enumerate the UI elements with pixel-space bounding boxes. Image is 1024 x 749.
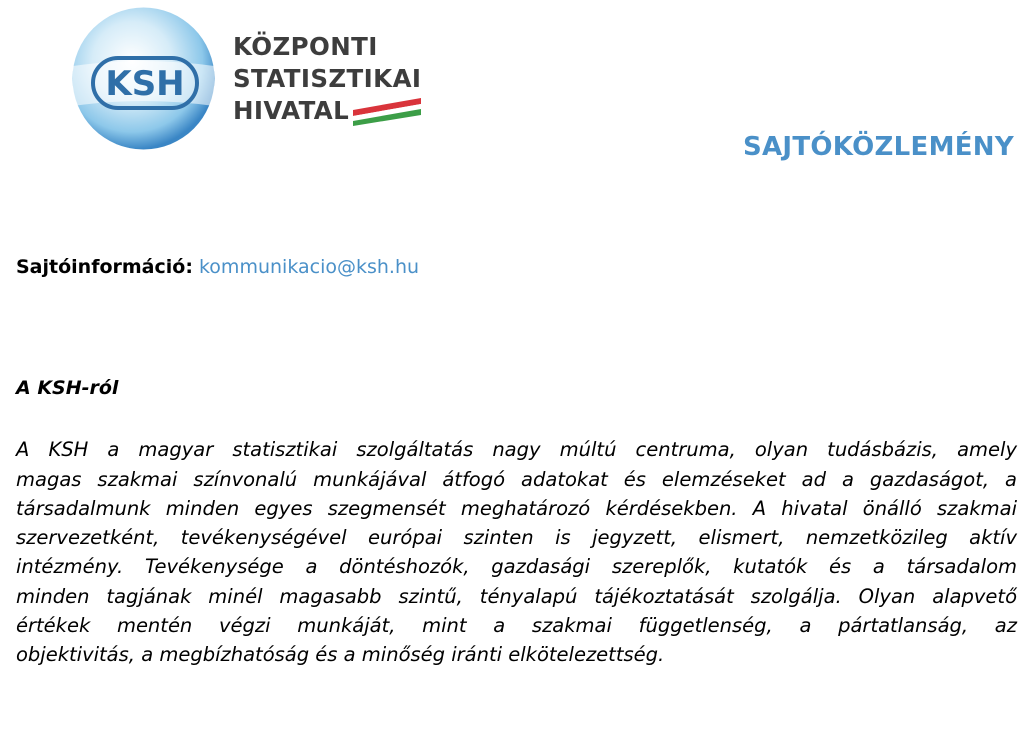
logo-wordmark-line-1: KÖZPONTI [233, 32, 378, 61]
about-paragraph-line: szervezetként, tevékenységével európai szinten is jegyzett, elismert, nemzetközileg aktív [16, 526, 1017, 549]
about-paragraph-line: A KSH a magyar statisztikai szolgáltatás nagy múltú centruma, olyan tudásbázis, amely [16, 438, 1017, 461]
press-contact-label: Sajtóinformáció: [16, 256, 193, 278]
flag-swoosh-icon [353, 98, 421, 126]
logo-emblem-text: KSH [105, 64, 185, 104]
about-paragraph-line: társadalmunk minden egyes szegmensét meghatározó kérdésekben. A hivatal önálló szakmai [16, 497, 1017, 520]
about-paragraph-line: értékek mentén végzi munkáját, mint a szakmai függetlenség, a pártatlanság, az [16, 614, 1017, 637]
about-paragraph-line: intézmény. Tevékenysége a döntéshozók, gazdasági szereplők, kutatók és a társadalom [16, 555, 1017, 578]
about-heading: A KSH-ról [16, 377, 119, 399]
ksh-logo-emblem [71, 6, 216, 151]
press-contact-email-link[interactable]: kommunikacio@ksh.hu [198, 256, 420, 278]
about-paragraph-line: objektivitás, a megbízhatóság és a minőség iránti elkötelezettség. [16, 643, 665, 666]
document-type-heading: SAJTÓKÖZLEMÉNY [742, 132, 1014, 162]
press-contact [16, 256, 419, 278]
logo-wordmark-line-2: STATISZTIKAI [233, 64, 422, 93]
about-paragraph-line: minden tagjának minél magasabb szintű, tényalapú tájékoztatását szolgálja. Olyan alapvető [16, 585, 1017, 608]
about-paragraph-line: magas szakmai színvonalú munkájával átfogó adatokat és elemzéseket ad a gazdaságot, a [16, 468, 1017, 491]
logo-wordmark-line-3: HIVATAL [233, 96, 350, 125]
